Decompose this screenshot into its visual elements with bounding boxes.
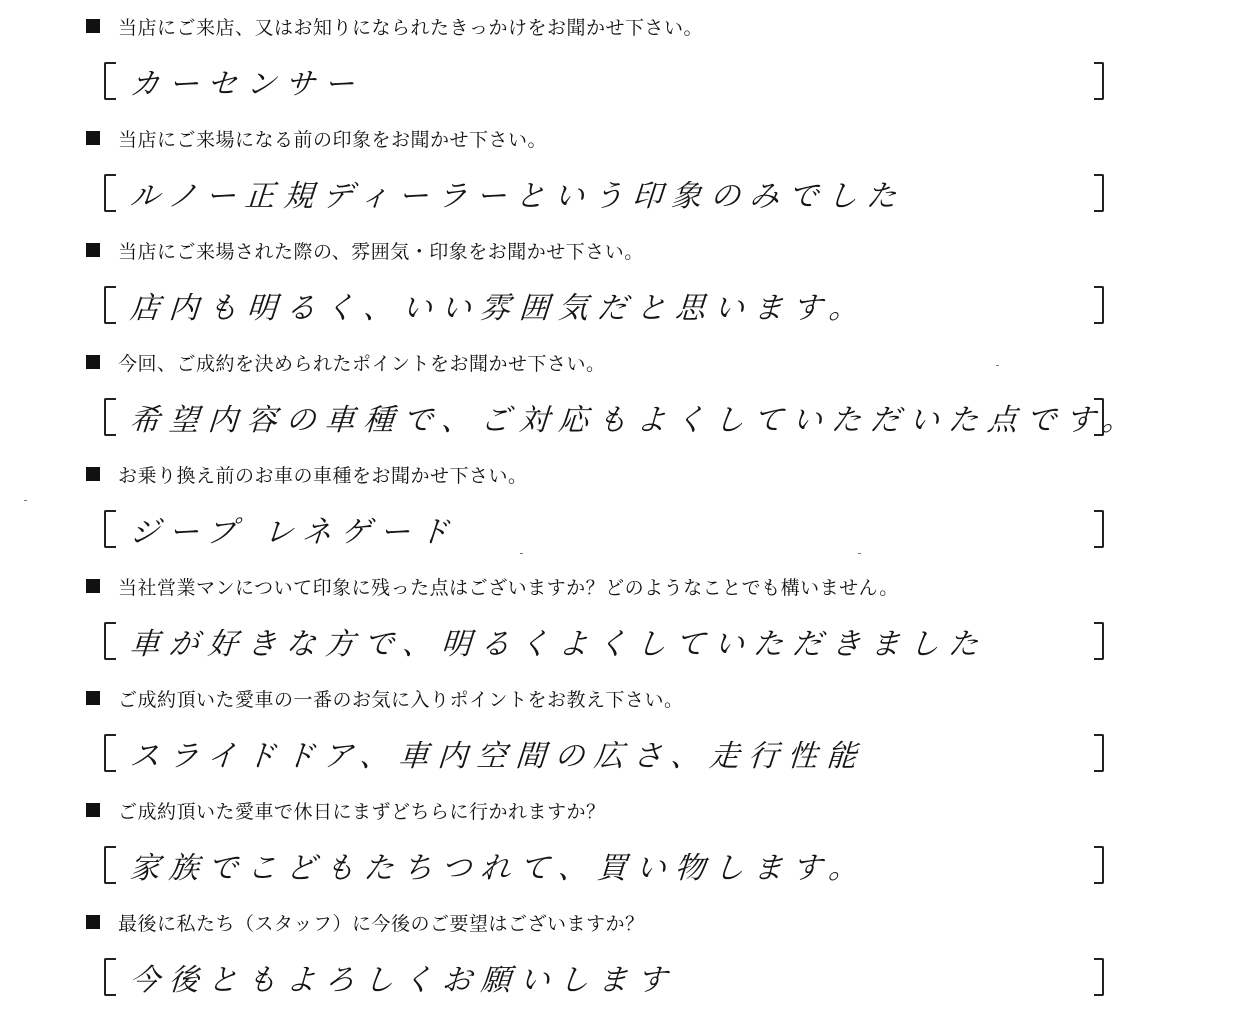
question-text: 当店にご来店、又はお知りになられたきっかけをお聞かせ下さい。 [118, 16, 704, 39]
answer-8 [104, 844, 1104, 886]
handwritten-answer: ルノー正規ディーラーという印象のみでした [128, 179, 907, 214]
square-bullet-icon [86, 803, 100, 817]
question-7 [86, 685, 684, 711]
square-bullet-icon [86, 355, 100, 369]
handwritten-answer: 車が好きな方で、明るくよくしていただきました [128, 627, 989, 662]
open-bracket [104, 734, 116, 772]
handwritten-answer: 店内も明るく、いい雰囲気だと思います。 [128, 291, 869, 326]
close-bracket [1094, 398, 1104, 436]
scan-speck [858, 553, 861, 554]
question-9 [86, 909, 645, 935]
square-bullet-icon [86, 19, 100, 33]
question-1 [86, 13, 703, 39]
scan-speck [24, 500, 27, 501]
question-5 [86, 461, 528, 487]
handwritten-answer: 希望内容の車種で、ご対応もよくしていただいた点です。 [128, 403, 1142, 438]
open-bracket [104, 958, 116, 996]
question-text: 当社営業マンについて印象に残った点はございますか？どのようなことでも構いません。 [118, 576, 899, 599]
question-text: 今回、ご成約を決められたポイントをお聞かせ下さい。 [118, 352, 606, 375]
square-bullet-icon [86, 579, 100, 593]
open-bracket [104, 62, 116, 100]
square-bullet-icon [86, 131, 100, 145]
close-bracket [1094, 958, 1104, 996]
close-bracket [1094, 734, 1104, 772]
open-bracket [104, 846, 116, 884]
open-bracket [104, 286, 116, 324]
answer-9 [104, 956, 1104, 998]
handwritten-answer: 家族でこどもたちつれて、買い物します。 [128, 851, 869, 886]
close-bracket [1094, 62, 1104, 100]
answer-6 [104, 620, 1104, 662]
answer-4 [104, 396, 1142, 438]
handwritten-answer: ジープ レネゲード [128, 515, 460, 550]
answer-5 [104, 508, 1104, 550]
handwritten-answer: スライドドア、車内空間の広さ、走行性能 [128, 739, 867, 774]
square-bullet-icon [86, 915, 100, 929]
handwritten-answer: カーセンサー [128, 67, 365, 102]
question-text: ご成約頂いた愛車で休日にまずどちらに行かれますか？ [118, 800, 606, 823]
question-2 [86, 125, 547, 151]
close-bracket [1094, 846, 1104, 884]
question-text: 当店にご来場になる前の印象をお聞かせ下さい。 [118, 128, 548, 151]
question-text: ご成約頂いた愛車の一番のお気に入りポイントをお教え下さい。 [118, 688, 684, 711]
close-bracket [1094, 174, 1104, 212]
question-text: お乗り換え前のお車の車種をお聞かせ下さい。 [118, 464, 528, 487]
open-bracket [104, 622, 116, 660]
question-3 [86, 237, 644, 263]
square-bullet-icon [86, 691, 100, 705]
close-bracket [1094, 622, 1104, 660]
open-bracket [104, 510, 116, 548]
answer-3 [104, 284, 1104, 326]
question-text: 当店にご来場された際の、雰囲気・印象をお聞かせ下さい。 [118, 240, 644, 263]
square-bullet-icon [86, 243, 100, 257]
question-8 [86, 797, 606, 823]
close-bracket [1094, 510, 1104, 548]
scan-speck [996, 365, 999, 366]
close-bracket [1094, 286, 1104, 324]
question-6 [86, 573, 899, 599]
handwritten-answer: 今後ともよろしくお願いします [128, 963, 677, 998]
answer-7 [104, 732, 1104, 774]
answer-2 [104, 172, 1104, 214]
open-bracket [104, 174, 116, 212]
scan-speck [520, 553, 523, 554]
answer-1 [104, 60, 1104, 102]
open-bracket [104, 398, 116, 436]
question-4 [86, 349, 606, 375]
square-bullet-icon [86, 467, 100, 481]
question-text: 最後に私たち（スタッフ）に今後のご要望はございますか？ [118, 912, 645, 935]
